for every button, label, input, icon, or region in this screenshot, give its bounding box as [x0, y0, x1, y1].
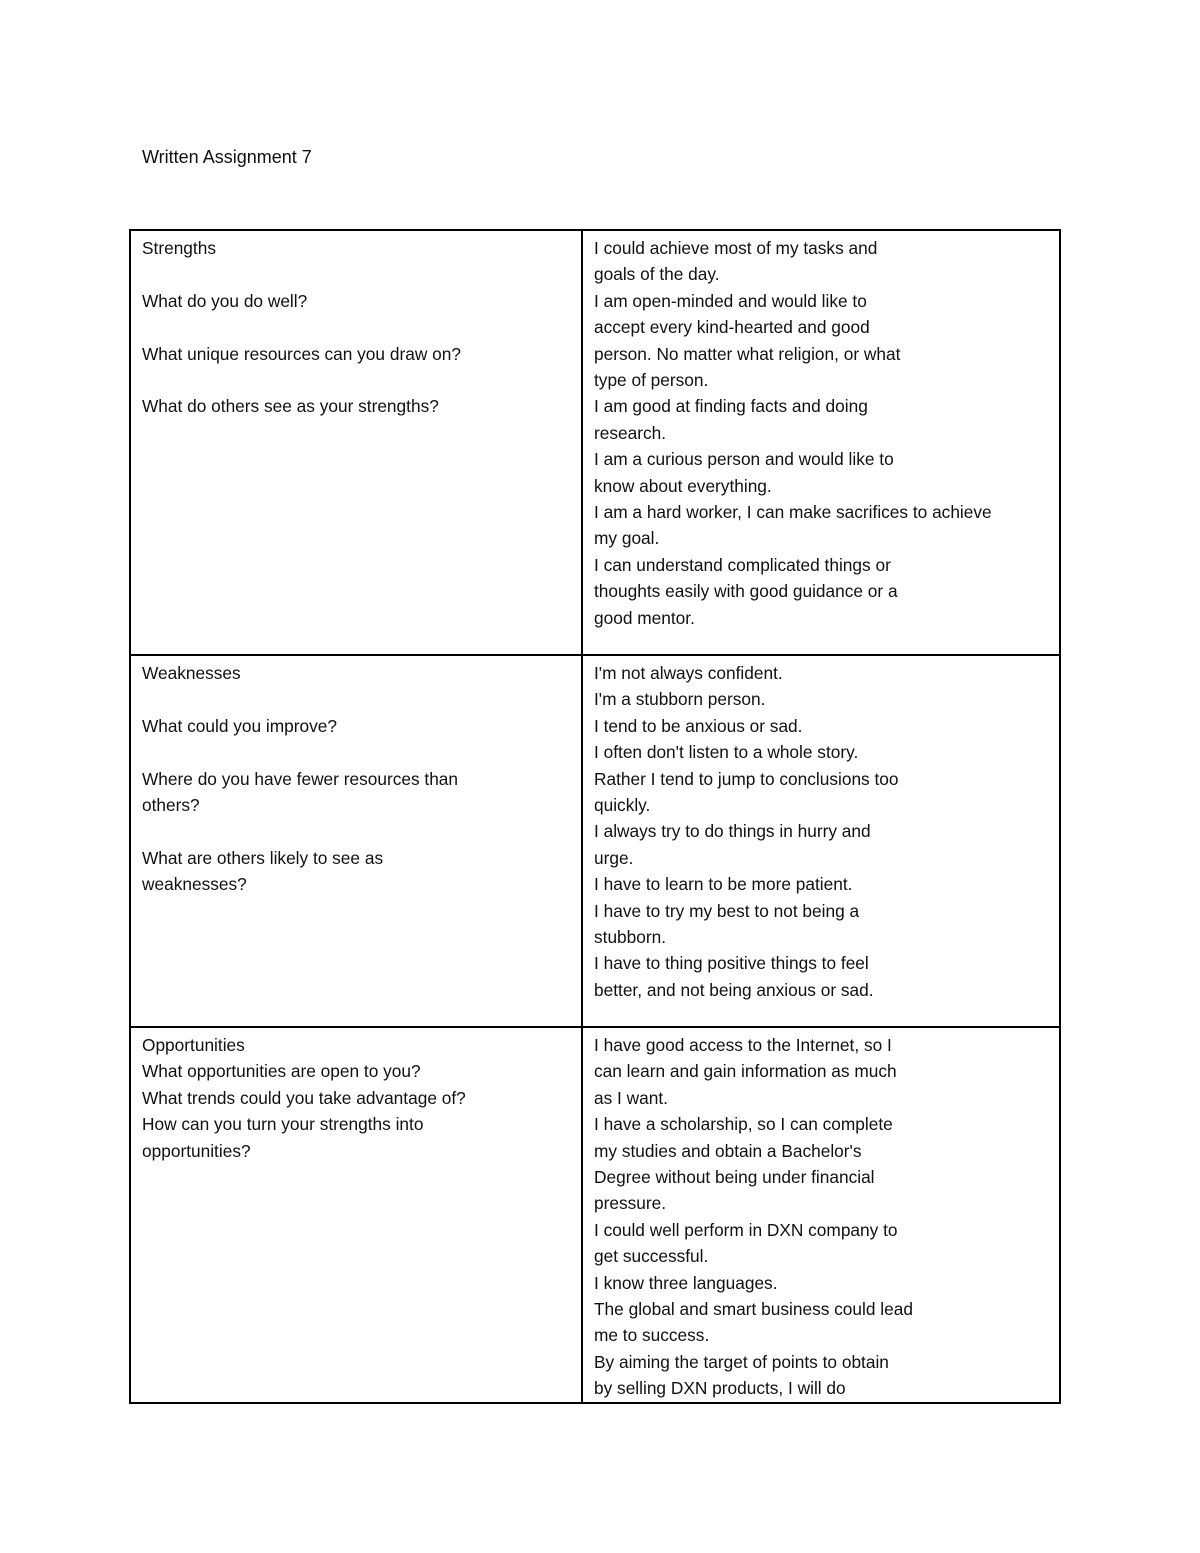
strengths-answer-line: I can understand complicated things or: [594, 554, 891, 575]
strengths-answer-line: thoughts easily with good guidance or a: [594, 581, 898, 602]
opportunities-answer-line: pressure.: [594, 1193, 667, 1214]
weaknesses-prompt: What could you improve?: [142, 715, 337, 736]
strengths-answer-line: I could achieve most of my tasks and: [594, 238, 878, 258]
weaknesses-prompt-cell: [130, 655, 582, 1027]
strengths-row: [130, 230, 1060, 655]
opportunities-answer-line: I have good access to the Internet, so I: [594, 1035, 892, 1055]
swot-table: [129, 229, 1061, 1404]
opportunities-answer-line: I know three languages.: [594, 1272, 778, 1293]
opportunities-prompt: opportunities?: [142, 1140, 251, 1161]
strengths-prompt: What do others see as your strengths?: [142, 396, 439, 417]
strengths-answer-line: I am a hard worker, I can make sacrifices to achieve: [594, 502, 992, 523]
opportunities-answer-line: can learn and gain information as much: [594, 1061, 897, 1082]
weaknesses-answer-line: Rather I tend to jump to conclusions too: [594, 768, 899, 789]
spacer: [142, 686, 571, 712]
weaknesses-answer-line: quickly.: [594, 795, 651, 816]
opportunities-answer-line: me to success.: [594, 1325, 710, 1346]
spacer: [142, 314, 571, 340]
strengths-answer-cell: [582, 230, 1060, 655]
weaknesses-answer-line: I tend to be anxious or sad.: [594, 715, 803, 736]
opportunities-prompt: What trends could you take advantage of?: [142, 1087, 466, 1108]
strengths-prompt: What do you do well?: [142, 290, 308, 311]
weaknesses-answer-line: better, and not being anxious or sad.: [594, 979, 874, 1000]
strengths-answer-line: I am open-minded and would like to: [594, 290, 867, 311]
opportunities-answer-line: By aiming the target of points to obtain: [594, 1351, 889, 1372]
spacer: [142, 739, 571, 765]
weaknesses-answer-line: urge.: [594, 847, 634, 868]
opportunities-prompt: What opportunities are open to you?: [142, 1061, 421, 1082]
strengths-answer-line: person. No matter what religion, or what: [594, 343, 901, 364]
opportunities-answer-line: Degree without being under financial: [594, 1167, 875, 1188]
opportunities-prompt: How can you turn your strengths into: [142, 1114, 424, 1135]
opportunities-heading: Opportunities: [142, 1035, 245, 1055]
strengths-answer-line: accept every kind-hearted and good: [594, 317, 870, 338]
spacer: [142, 261, 571, 287]
weaknesses-heading: Weaknesses: [142, 663, 241, 683]
spacer: [142, 818, 571, 844]
opportunities-answer-cell: [582, 1027, 1060, 1403]
strengths-answer-line: my goal.: [594, 528, 660, 549]
strengths-prompt-cell: [130, 230, 582, 655]
strengths-answer-line: type of person.: [594, 370, 709, 391]
opportunities-answer-line: as I want.: [594, 1087, 668, 1108]
document-title: Written Assignment 7: [142, 147, 312, 167]
opportunities-answer-line: I have a scholarship, so I can complete: [594, 1114, 893, 1135]
weaknesses-answer-cell: [582, 655, 1060, 1027]
strengths-heading: Strengths: [142, 238, 216, 258]
strengths-answer-line: know about everything.: [594, 475, 772, 496]
weaknesses-answer-line: I'm a stubborn person.: [594, 689, 766, 710]
opportunities-answer-line: my studies and obtain a Bachelor's: [594, 1140, 862, 1161]
weaknesses-row: [130, 655, 1060, 1027]
weaknesses-answer-line: stubborn.: [594, 927, 667, 948]
opportunities-prompt-cell: [130, 1027, 582, 1403]
strengths-answer-line: goals of the day.: [594, 264, 720, 285]
weaknesses-prompt: weaknesses?: [142, 874, 247, 895]
strengths-prompt: What unique resources can you draw on?: [142, 343, 461, 364]
weaknesses-answer-line: I always try to do things in hurry and: [594, 821, 871, 842]
opportunities-answer-line: I could well perform in DXN company to: [594, 1219, 898, 1240]
opportunities-row: [130, 1027, 1060, 1403]
strengths-answer-line: research.: [594, 422, 667, 443]
strengths-answer-line: good mentor.: [594, 607, 695, 628]
opportunities-answer-line: by selling DXN products, I will do: [594, 1378, 846, 1399]
weaknesses-answer-line: I often don't listen to a whole story.: [594, 742, 859, 763]
strengths-answer-line: I am good at finding facts and doing: [594, 396, 868, 417]
spacer: [142, 367, 571, 393]
weaknesses-answer-line: I'm not always confident.: [594, 663, 783, 683]
weaknesses-answer-line: I have to try my best to not being a: [594, 900, 860, 921]
strengths-answer-line: I am a curious person and would like to: [594, 449, 894, 470]
weaknesses-answer-line: I have to learn to be more patient.: [594, 874, 853, 895]
weaknesses-prompt: What are others likely to see as: [142, 847, 384, 868]
opportunities-answer-line: get successful.: [594, 1246, 709, 1267]
opportunities-answer-line: The global and smart business could lead: [594, 1299, 913, 1320]
weaknesses-prompt: others?: [142, 795, 200, 815]
weaknesses-prompt: Where do you have fewer resources than: [142, 768, 459, 789]
weaknesses-answer-line: I have to thing positive things to feel: [594, 953, 869, 974]
